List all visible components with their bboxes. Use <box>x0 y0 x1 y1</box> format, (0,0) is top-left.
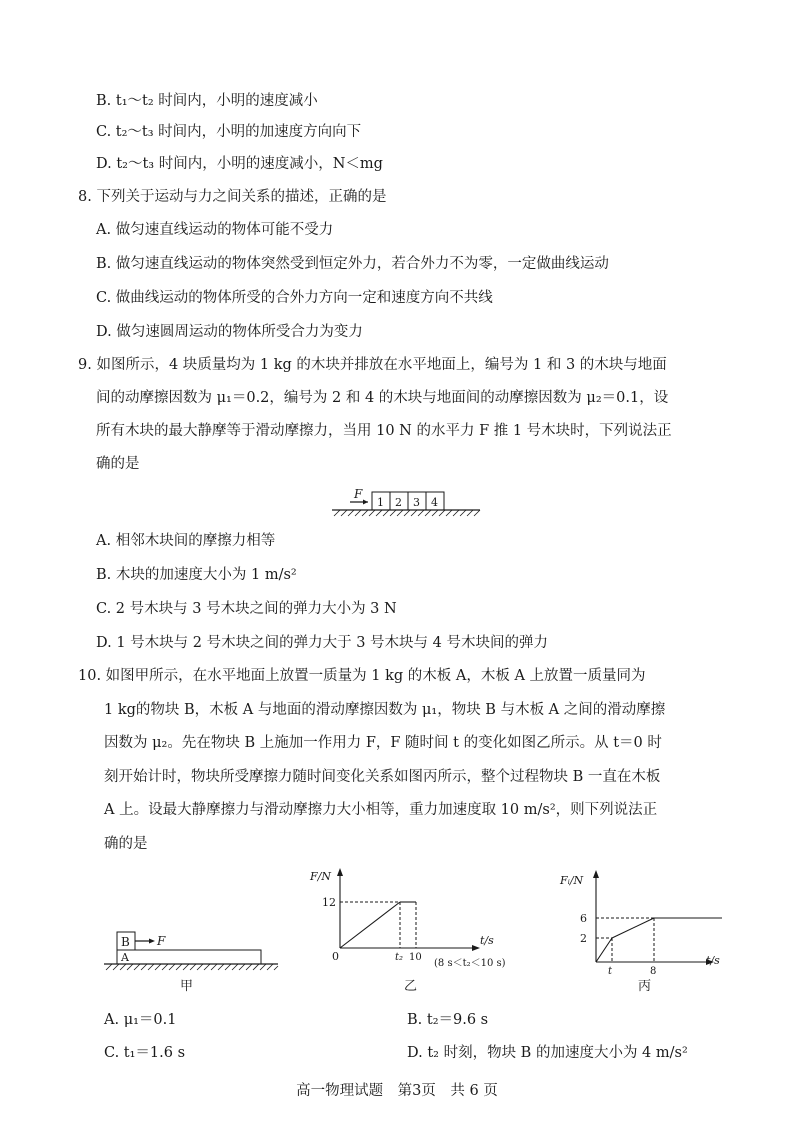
q9-stem-line-4: 确的是 <box>96 456 140 472</box>
q9-block-4-label: 4 <box>431 496 438 509</box>
q10-figure-jia-caption: 甲 <box>180 979 194 994</box>
q9-block-3-label: 3 <box>413 496 420 509</box>
q10-bing-y-tick-2: 2 <box>580 932 587 945</box>
q10-stem-line-3: 因数为 μ₂。先在物块 B 上施加一作用力 F，F 随时间 t 的变化如图乙所示。从 t＝0 时 <box>104 735 662 751</box>
q10-option-c: C. t₁＝1.6 s <box>104 1045 186 1061</box>
q9-option-c: C. 2 号木块与 3 号木块之间的弹力大小为 3 N <box>96 601 397 617</box>
q9-option-d: D. 1 号木块与 2 号木块之间的弹力大于 3 号木块与 4 号木块间的弹力 <box>96 635 548 651</box>
q10-board-a <box>117 950 261 964</box>
q9-stem-line-1: 9. 如图所示，4 块质量均为 1 kg 的木块并排放在水平地面上，编号为 1 和 3 的木块与地面 <box>78 357 667 373</box>
q7-option-b: B. t₁～t₂ 时间内，小明的速度减小 <box>96 93 318 109</box>
q8-option-d: D. 做匀速圆周运动的物体所受合力为变力 <box>96 324 363 340</box>
q10-bing-x-tick-t: t <box>608 966 613 977</box>
q10-bing-y-tick-6: 6 <box>580 912 587 925</box>
q9-force-label: F <box>354 487 363 501</box>
q10-figure-yi-caption: 乙 <box>404 979 418 994</box>
q10-figure-bing <box>548 864 738 994</box>
q10-yi-y-arrowhead <box>337 868 343 876</box>
q10-figure-jia <box>100 924 284 994</box>
q9-force-arrowhead <box>363 500 368 505</box>
q10-stem-line-4: 刻开始计时，物块所受摩擦力随时间变化关系如图丙所示，整个过程物块 B 一直在木板 <box>104 769 661 785</box>
q7-option-d: D. t₂～t₃ 时间内，小明的速度减小，N＜mg <box>96 156 383 172</box>
q8-option-b: B. 做匀速直线运动的物体突然受到恒定外力，若合外力不为零，一定做曲线运动 <box>96 256 609 272</box>
q9-ground-hatch <box>334 510 480 516</box>
q8-option-a: A. 做匀速直线运动的物体可能不受力 <box>96 222 334 238</box>
q10-option-a: A. μ₁＝0.1 <box>104 1012 177 1028</box>
page-footer: 高一物理试题 第3页 共 6 页 <box>296 1083 498 1099</box>
q10-yi-y-label: F/N <box>310 870 331 883</box>
q9-option-a: A. 相邻木块间的摩擦力相等 <box>96 533 276 549</box>
q7-option-c: C. t₂～t₃ 时间内，小明的加速度方向向下 <box>96 124 362 140</box>
q9-stem-line-3: 所有木块的最大静摩等于滑动摩擦力，当用 10 N 的水平力 F 推 1 号木块时，下列说法正 <box>96 423 672 439</box>
q9-block-2-label: 2 <box>395 496 402 509</box>
q10-ground-hatch <box>106 964 278 970</box>
q10-stem-line-6: 确的是 <box>104 836 148 852</box>
q10-bing-segment-2 <box>612 918 654 938</box>
q10-figure-bing-caption: 丙 <box>638 979 652 994</box>
q8-stem: 8. 下列关于运动与力之间关系的描述，正确的是 <box>78 189 387 205</box>
q10-stem-line-5: A 上。设最大静摩擦力与滑动摩擦力大小相等，重力加速度取 10 m/s²，则下列说法正 <box>104 802 658 818</box>
q10-stem-line-2: 1 kg的物块 B，木板 A 与地面的滑动摩擦因数为 μ₁，物块 B 与木板 A 之间的滑动摩擦 <box>104 702 666 718</box>
q10-yi-ramp-line <box>340 902 400 948</box>
q10-yi-note: (8 s＜t₂＜10 s) <box>434 958 506 969</box>
q10-yi-x-label: t/s <box>480 934 494 947</box>
q10-bing-segment-1 <box>596 938 612 962</box>
q9-option-b: B. 木块的加速度大小为 1 m/s² <box>96 567 297 583</box>
q10-force-label: F <box>157 934 166 948</box>
q10-yi-origin: 0 <box>332 950 339 963</box>
q10-yi-x-arrowhead <box>472 945 480 951</box>
q8-option-c: C. 做曲线运动的物体所受的合外力方向一定和速度方向不共线 <box>96 290 493 306</box>
q10-stem-line-1: 10. 如图甲所示，在水平地面上放置一质量为 1 kg 的木板 A，木板 A 上放置一质量同为 <box>78 668 646 684</box>
q10-board-a-label: A <box>121 951 129 964</box>
q9-block-1-label: 1 <box>377 496 384 509</box>
q10-bing-y-arrowhead <box>593 870 599 878</box>
q10-bing-x-label: t/s <box>706 954 720 967</box>
q10-yi-x-tick-t2: t₂ <box>395 952 404 963</box>
q10-bing-y-label: Fᵢ/N <box>560 874 584 887</box>
q10-bing-x-tick-8: 8 <box>650 966 657 977</box>
q10-option-b: B. t₂＝9.6 s <box>407 1012 489 1028</box>
q9-stem-line-2: 间的动摩擦因数为 μ₁＝0.2，编号为 2 和 4 的木块与地面间的动摩擦因数为 μ₂＝0.1，设 <box>96 390 669 406</box>
q10-yi-y-tick-12: 12 <box>322 896 336 909</box>
q10-yi-x-tick-10: 10 <box>409 952 422 963</box>
q10-block-b-label: B <box>121 935 130 949</box>
q10-force-arrowhead <box>149 939 155 944</box>
q10-option-d: D. t₂ 时刻，物块 B 的加速度大小为 4 m/s² <box>407 1045 688 1061</box>
q10-figure-yi <box>300 864 540 994</box>
q9-blocks-figure <box>328 486 488 522</box>
